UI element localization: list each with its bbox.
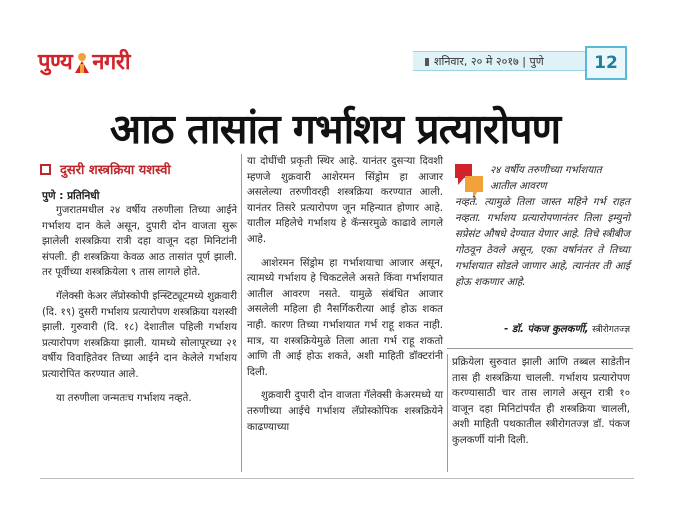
column-divider — [447, 354, 448, 472]
paragraph: आशेरमन सिंड्रोम हा गर्भाशयाचा आजार असून, त्यामध्ये गर्भाशय हे चिकटलेले असते किंवा गर्भाशयात आतील आवरण नसते. यामुळे संबंधित आजार असलेली महिला ही नैसर्गिकरीत्या आई होऊ शकत नाही. कारण तिच्या गर्भाशयात गर्भ राहू शकत नाही. मात्र, या शस्त्रक्रियेमुळे तिला आता गर्भ राहू शकतो आणि ती आई होऊ शकते, अशी माहिती डॉक्टरांनी दिली. — [247, 257, 443, 378]
paragraph: गुजरातमधील २४ वर्षीय तरुणीला तिच्या आईने गर्भाशय दान केले असून, दुपारी दोन वाजता सुरू झालेली शस्त्रक्रिया रात्री दहा वाजून दहा मिनिटांनी संपली. ही शस्त्रक्रिया केवळ आठ तासांत पूर्ण झाली. तर पूर्वीच्या शस्त्रक्रियेला ९ तास लागले होते. — [42, 205, 237, 279]
column-divider — [241, 154, 242, 472]
pull-quote-attribution — [470, 321, 630, 335]
paragraph: या दोघींची प्रकृती स्थिर आहे. यानंतर दुसऱ्या दिवशी म्हणजे शुक्रवारी आशेरमन सिंड्रोम हा आजार असलेल्या तरुणीवरही शस्त्रक्रिया करण्यात आली. यानंतर तिसरे प्रत्यारोपण जून महिन्यात होणार आहे. यातील महिलेचे गर्भाशय हे कॅन्सरमुळे काढावे लागले आहे. — [247, 156, 443, 245]
logo-text-right: नगरी — [92, 49, 131, 75]
article-column-3 — [452, 355, 630, 449]
byline: पुणे : प्रतिनिधी — [42, 190, 100, 202]
logo-emblem-icon — [73, 52, 91, 74]
masthead — [38, 46, 623, 80]
quote-divider — [447, 348, 633, 349]
newspaper-logo — [38, 46, 186, 78]
headline: आठ तासांत गर्भाशय प्रत्यारोपण — [109, 105, 561, 153]
logo-text-left: पुण्य — [38, 49, 73, 75]
page-bottom-rule — [40, 478, 634, 479]
pull-quote-body: नव्हते. त्यामुळे तिला जास्त महिने गर्भ राहत नव्हता. गर्भाशय प्रत्यारोपणानंतर तिला इम्युनो सप्रेसंट औषधे देण्यात येणार आहे. तिचे स्त्रीबीज गोठवून ठेवले असून, एका वर्षानंतर ते तिच्या गर्भाशयात सोडले जाणार आहे, त्यानंतर ती आई होऊ शकणार आहे. — [455, 197, 630, 288]
issue-date: शनिवार, २० मे २०१७ — [434, 55, 519, 68]
issue-city: पुणे — [529, 55, 544, 68]
paragraph: गॅलेक्सी केअर लॅप्रोस्कोपी इन्स्टिट्यूटमध्ये शुक्रवारी (दि. १९) दुसरी गर्भाशय प्रत्यारोपण शस्त्रक्रिया यशस्वी झाली. गुरुवारी (दि. १८) देशातील पहिली गर्भाशय प्रत्यारोपण शस्त्रक्रिया झाली. यामध्ये सोलापूरच्या २१ वर्षीय विवाहितेवर तिच्या आईने दान केलेले गर्भाशय प्रत्यारोपित करण्यात आले. — [42, 290, 237, 380]
subhead-text: दुसरी शस्त्रक्रिया यशस्वी — [60, 163, 171, 178]
paragraph: या तरुणीला जन्मतःच गर्भाशय नव्हते. — [56, 392, 192, 404]
quote-author: - डॉ. पंकज कुलकर्णी, — [504, 324, 589, 335]
bullet-icon — [425, 58, 429, 66]
checkbox-bullet-icon — [40, 164, 51, 175]
paragraph: शुक्रवारी दुपारी दोन वाजता गॅलेक्सी केअरमध्ये या तरुणीच्या आईचे गर्भाशय लॅप्रोस्कोपिक शस्त्रक्रियेने काढण्याच्या — [247, 390, 443, 433]
page-number: 12 — [585, 46, 627, 80]
pull-quote-lead: २४ वर्षीय तरुणीच्या गर्भाशयात आतील आवरण — [490, 165, 602, 192]
paragraph: प्रक्रियेला सुरुवात झाली आणि तब्बल साडेतीन तास ही शस्त्रक्रिया चालली. गर्भाशय प्रत्यारोपण करण्यासाठी चार तास लागले असून रात्री १० वाजून दहा मिनिटांपर्यंत ही शस्त्रक्रिया चालली, अशी माहिती पथकातील स्त्रीरोगतज्ज्ञ डॉ. पंकज कुलकर्णी यांनी दिली. — [452, 357, 630, 446]
date-band: शनिवार, २० मे २०१७ | पुणे — [413, 51, 585, 71]
article-column-1 — [42, 203, 237, 406]
article-column-2 — [247, 154, 443, 435]
subhead — [40, 160, 232, 180]
quote-role: स्त्रीरोगतज्ज्ञ — [592, 325, 630, 335]
